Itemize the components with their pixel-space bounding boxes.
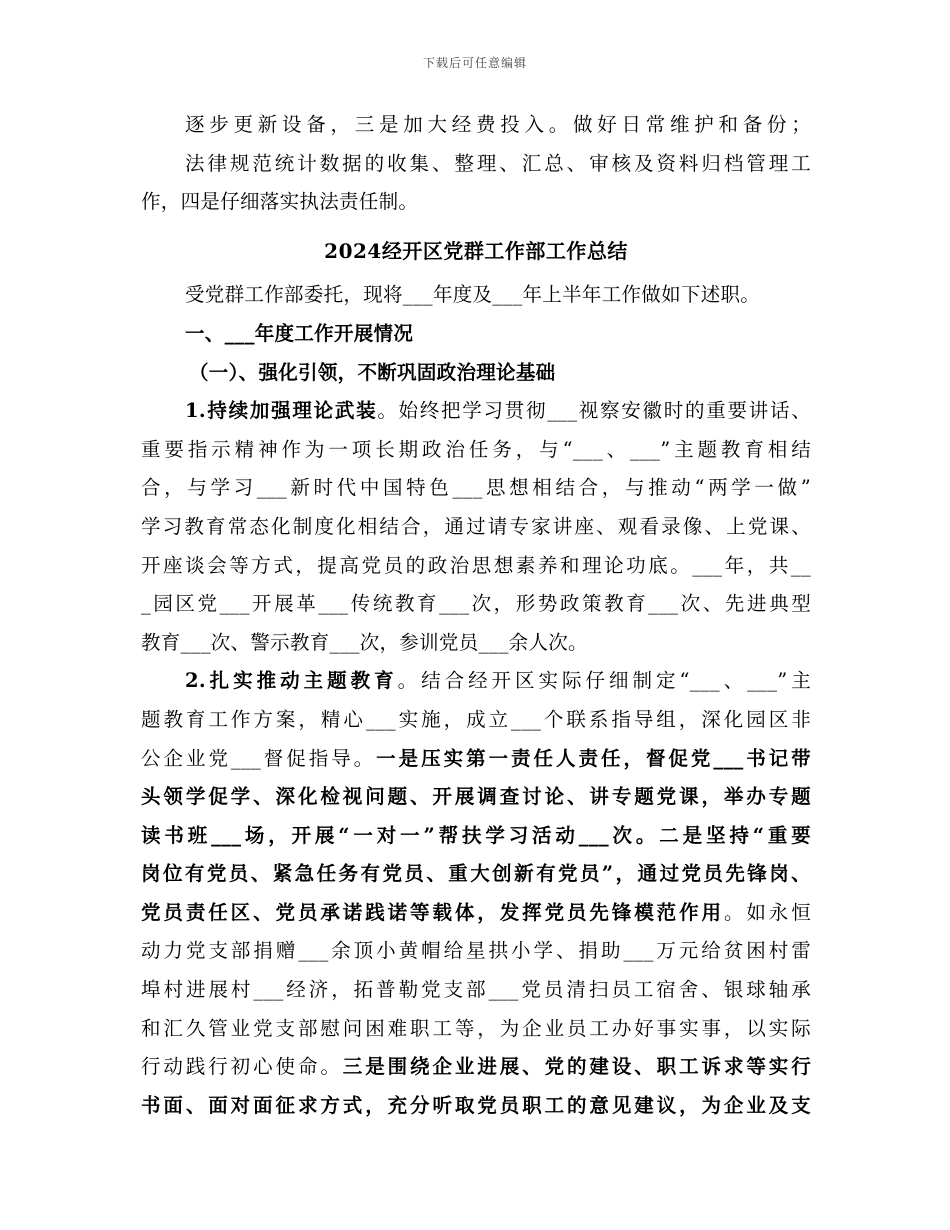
paragraph-line: 和汇久管业党支部慰问困难职工等，为企业员工办好事实事，以实际 xyxy=(141,1016,811,1040)
paragraph-line: 逐步更新设备，三是加大经费投入。做好日常维护和备份； xyxy=(185,113,811,136)
bold-text: 党员责任区、党员承诺践诺等载体，发挥党员先锋模范作用 xyxy=(141,900,724,924)
paragraph-line: 岗位有党员、紧急任务有党员、重大创新有党员”，通过党员先锋岗、 xyxy=(141,862,811,886)
paragraph-line xyxy=(141,740,811,779)
paragraph-line: 题教育工作方案，精心___实施，成立___个联系指导组，深化园区非 xyxy=(141,707,811,731)
paragraph-line: 教育___次、警示教育___次，参训党员___余人次。 xyxy=(141,630,588,654)
item2-lead: 2.扎实推动主题教育 xyxy=(185,669,398,693)
bold-text: 三是围绕企业进展、党的建设、职工诉求等实行 xyxy=(342,1055,811,1079)
plain-text: 。如永恒 xyxy=(723,900,811,924)
paragraph-line: 学习教育常态化制度化相结合，通过请专家讲座、观看录像、上党课、 xyxy=(141,514,811,538)
paragraph-line xyxy=(141,894,811,933)
section-heading: 一、___年度工作开展情况 xyxy=(185,321,414,345)
item1-text: 。始终把学习贯彻___视察安徽时的重要讲话、 xyxy=(377,399,811,423)
bold-text: 一是压实第一责任人责任，督促党___书记带 xyxy=(376,746,811,770)
paragraph-line xyxy=(141,1048,811,1087)
item1-first-line xyxy=(141,392,811,431)
paragraph-line: 开座谈会等方式，提高党员的政治思想素养和理论功底。___年，共__ xyxy=(141,553,811,577)
paragraph-line: 埠村进展村___经济，拓普勒党支部___党员清扫员工宿舍、银球轴承 xyxy=(141,978,811,1002)
paragraph-line: 作，四是仔细落实执法责任制。 xyxy=(141,190,419,214)
item1-lead: 1.持续加强理论武装 xyxy=(185,399,378,423)
paragraph-line: 书面、面对面征求方式，充分听取党员职工的意见建议，为企业及支 xyxy=(141,1093,811,1117)
paragraph-line: _园区党___开展革___传统教育___次，形势政策教育___次、先进典型 xyxy=(141,592,811,616)
item2-first-line xyxy=(141,662,811,701)
plain-text: 公企业党___督促指导。 xyxy=(141,746,377,770)
paragraph-line: 合，与学习___新时代中国特色___思想相结合，与推动“两学一做” xyxy=(141,476,811,500)
item2-text: 。结合经开区实际仔细制定“___、___”主 xyxy=(397,669,811,693)
opening-paragraph: 受党群工作部委托，现将___年度及___年上半年工作做如下述职。 xyxy=(185,283,761,307)
paragraph-line: 重要指示精神作为一项长期政治任务，与“___、___”主题教育相结 xyxy=(141,437,811,461)
document-title: 2024经开区党群工作部工作总结 xyxy=(324,238,628,263)
subsection-heading: （一）、强化引领，不断巩固政治理论基础 xyxy=(189,360,556,384)
document-body xyxy=(141,106,811,1125)
paragraph-line: 动力党支部捐赠___余顶小黄帽给星拱小学、捐助___万元给贫困村雷 xyxy=(141,939,811,963)
paragraph-line: 头领学促学、深化检视问题、开展调查讨论、讲专题党课，举办专题 xyxy=(141,785,811,809)
page-header: 下载后可任意编辑 xyxy=(422,56,527,70)
plain-text: 行动践行初心使命。 xyxy=(141,1055,343,1079)
paragraph-line: 法律规范统计数据的收集、整理、汇总、审核及资料归档管理工 xyxy=(185,151,811,175)
paragraph-line: 读书班___场，开展“一对一”帮扶学习活动___次。二是坚持“重要 xyxy=(141,823,811,847)
